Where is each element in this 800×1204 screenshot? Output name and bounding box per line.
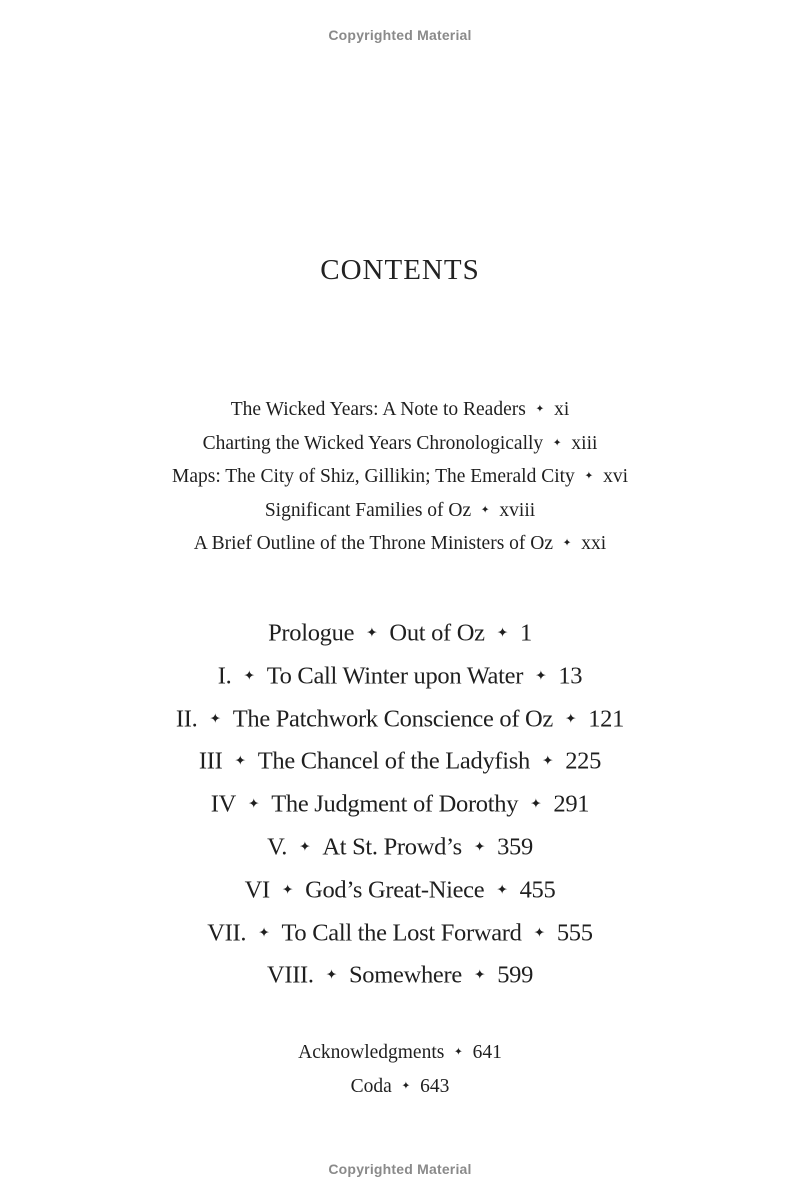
chapter-page: 359 <box>497 833 533 861</box>
separator-icon: ✦ <box>562 537 572 550</box>
separator-icon: ✦ <box>473 838 485 854</box>
copyright-watermark-bottom: Copyrighted Material <box>328 1161 472 1177</box>
chapter-title: Out of Oz <box>389 619 485 647</box>
chapter-number: I. <box>217 662 232 690</box>
separator-icon: ✦ <box>366 625 378 640</box>
chapter-page: 1 <box>519 619 532 647</box>
separator-icon: ✦ <box>248 796 260 812</box>
separator-icon: ✦ <box>209 710 221 726</box>
separator-icon: ✦ <box>401 1079 411 1092</box>
separator-icon: ✦ <box>496 881 508 897</box>
chapter-page: 291 <box>553 790 590 818</box>
entry-page: xi <box>554 399 570 420</box>
separator-icon: ✦ <box>496 625 508 640</box>
toc-entry <box>0 1070 800 1104</box>
chapter-page: 13 <box>558 662 583 690</box>
chapter-entry <box>0 826 800 869</box>
separator-icon: ✦ <box>535 403 545 416</box>
front-matter-list <box>0 393 800 561</box>
separator-icon: ✦ <box>530 796 542 812</box>
chapter-title: The Judgment of Dorothy <box>271 790 519 818</box>
toc-entry <box>0 494 800 528</box>
entry-title: Charting the Wicked Years Chronologically <box>202 432 544 454</box>
chapter-number: VIII. <box>266 961 314 989</box>
chapter-number: IV <box>210 790 236 818</box>
entry-title: Significant Families of Oz <box>264 499 472 521</box>
chapter-title: To Call Winter upon Water <box>266 662 524 690</box>
chapter-title: The Chancel of the Ladyfish <box>257 747 530 775</box>
separator-icon: ✦ <box>325 967 337 983</box>
chapter-number: II. <box>175 704 198 732</box>
chapter-title: Somewhere <box>348 961 462 989</box>
chapter-entry <box>0 655 800 698</box>
separator-icon: ✦ <box>535 667 547 683</box>
chapter-entry <box>0 954 800 997</box>
separator-icon: ✦ <box>474 967 486 983</box>
chapter-number: VII. <box>207 918 247 946</box>
separator-icon: ✦ <box>454 1046 463 1059</box>
separator-icon: ✦ <box>258 924 270 940</box>
chapter-entry <box>0 783 800 826</box>
chapter-page: 455 <box>519 876 556 904</box>
chapter-entry <box>0 912 800 955</box>
chapter-title: God’s Great-Niece <box>305 876 485 904</box>
toc-entry <box>0 1036 800 1070</box>
entry-page: xiii <box>571 432 598 454</box>
chapter-list <box>0 612 800 997</box>
chapter-number: Prologue <box>268 619 355 647</box>
entry-page: 643 <box>420 1075 450 1097</box>
chapter-number: III <box>198 747 223 775</box>
entry-title: A Brief Outline of the Throne Ministers of Oz <box>193 533 554 554</box>
chapter-entry <box>0 698 800 741</box>
chapter-entry <box>0 612 800 655</box>
entry-page: xviii <box>499 499 536 521</box>
entry-page: xvi <box>603 466 628 487</box>
chapter-title: The Patchwork Conscience of Oz <box>232 704 553 732</box>
entry-title: Coda <box>350 1075 392 1097</box>
chapter-title: To Call the Lost Forward <box>281 918 522 946</box>
page-title: CONTENTS <box>320 254 480 286</box>
chapter-page: 599 <box>497 961 534 989</box>
chapter-page: 121 <box>588 704 625 732</box>
chapter-entry <box>0 740 800 783</box>
separator-icon: ✦ <box>552 436 562 449</box>
separator-icon: ✦ <box>533 924 545 940</box>
separator-icon: ✦ <box>584 470 594 483</box>
chapter-title: At St. Prowd’s <box>322 833 462 861</box>
separator-icon: ✦ <box>299 838 311 854</box>
toc-entry <box>0 393 800 427</box>
copyright-watermark-top: Copyrighted Material <box>328 27 472 43</box>
separator-icon: ✦ <box>565 710 577 726</box>
entry-title: The Wicked Years: A Note to Readers <box>230 399 526 420</box>
entry-page: 641 <box>472 1042 502 1063</box>
separator-icon: ✦ <box>542 753 554 769</box>
separator-icon: ✦ <box>234 753 246 769</box>
separator-icon: ✦ <box>281 881 293 897</box>
chapter-number: V. <box>267 833 288 861</box>
chapter-page: 555 <box>556 918 593 946</box>
entry-title: Maps: The City of Shiz, Gillikin; The Emerald City <box>172 466 575 487</box>
separator-icon: ✦ <box>243 667 255 683</box>
toc-entry <box>0 460 800 494</box>
chapter-number: VI <box>244 876 270 904</box>
entry-page: xxi <box>581 533 607 554</box>
entry-title: Acknowledgments <box>298 1042 445 1063</box>
toc-entry <box>0 427 800 461</box>
back-matter-list <box>0 1036 800 1103</box>
chapter-page: 225 <box>565 747 602 775</box>
separator-icon: ✦ <box>480 503 490 516</box>
toc-entry <box>0 527 800 561</box>
chapter-entry <box>0 869 800 912</box>
